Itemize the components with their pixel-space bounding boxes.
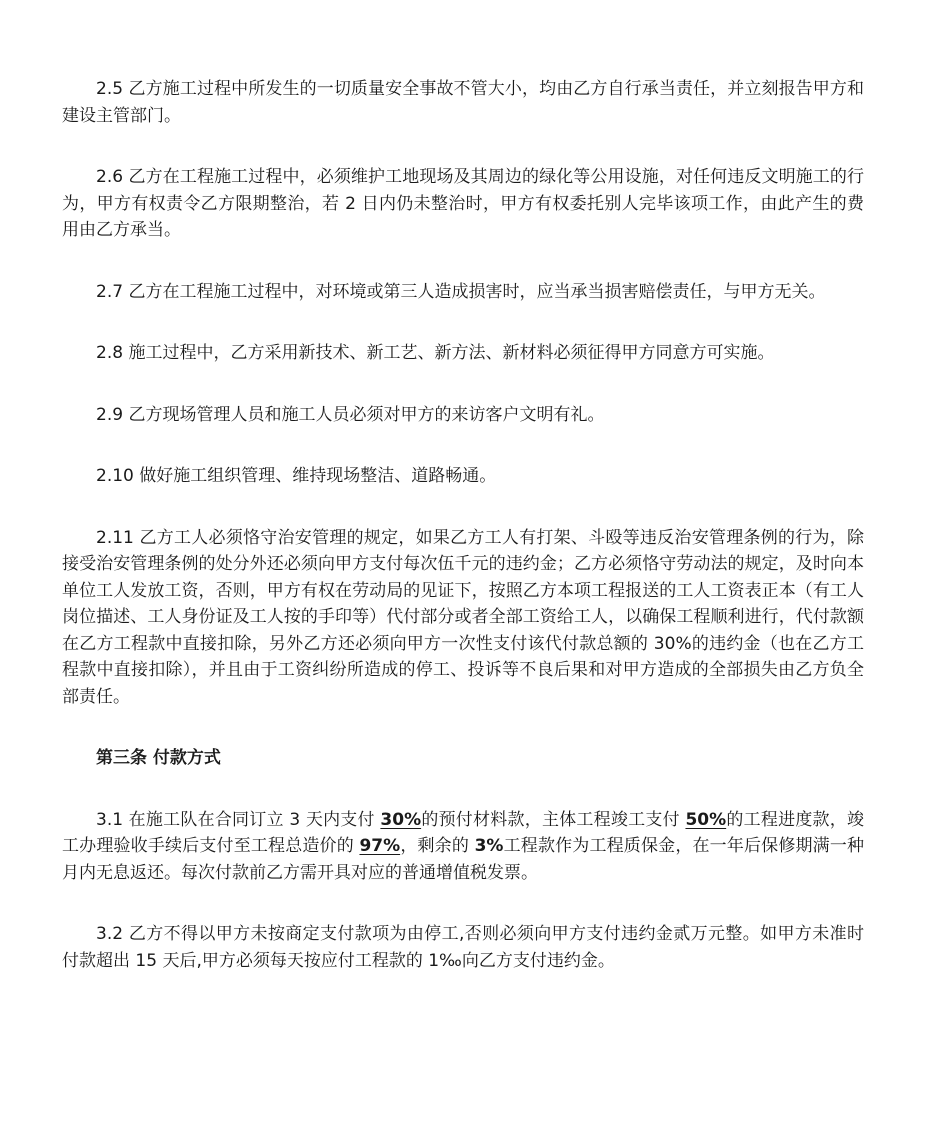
clause-3-1-text-5: 工程款作为工程质保金，在一年后保修期满一种月内无息返还。每次付款前乙方需开具对应的普通增值税发票。 bbox=[62, 836, 865, 883]
clause-2-7: 2.7 乙方在工程施工过程中，对环境或第三人造成损害时，应当承当损害赔偿责任，与甲方无关。 bbox=[96, 281, 826, 302]
percent-3: 3% bbox=[474, 836, 504, 856]
clause-3-1-text-2: 的预付材料款，主体工程竣工支付 bbox=[421, 809, 686, 830]
clause-3-1-text-4: ，剩余的 bbox=[400, 836, 475, 856]
percent-50: 50% bbox=[685, 809, 727, 830]
clause-3-1 bbox=[62, 807, 864, 887]
clause-2-5: 2.5 乙方施工过程中所发生的一切质量安全事故不管大小，均由乙方自行承当责任，并立刻报告甲方和建设主管部门。 bbox=[62, 79, 864, 126]
clause-3-2: 3.2 乙方不得以甲方未按商定支付款项为由停工,否则必须向甲方支付违约金贰万元整。如甲方未准时付款超出 15 天后,甲方必须每天按应付工程款的 1‰向乙方支付违约金。 bbox=[62, 924, 864, 971]
clause-3-1-text-1: 3.1 在施工队在合同订立 3 天内支付 bbox=[96, 809, 381, 830]
clause-3-1-text-3: 的工程进度款，竣工办理验收手续后支付至工程总造价的 bbox=[62, 809, 865, 856]
section-3-heading: 第三条 付款方式 bbox=[96, 748, 221, 768]
percent-97: 97% bbox=[359, 836, 401, 856]
clause-2-6: 2.6 乙方在工程施工过程中，必须维护工地现场及其周边的绿化等公用设施，对任何违反文明施工的行为，甲方有权责令乙方限期整治，若 2 日内仍未整治时，甲方有权委托别人完毕该项工作，由此产生的费用由乙方承当。 bbox=[62, 167, 864, 240]
clause-2-10: 2.10 做好施工组织管理、维持现场整洁、道路畅通。 bbox=[96, 466, 497, 486]
percent-30: 30% bbox=[380, 809, 422, 830]
clause-2-8: 2.8 施工过程中，乙方采用新技术、新工艺、新方法、新材料必须征得甲方同意方可实施。 bbox=[96, 343, 775, 363]
clause-2-11: 2.11 乙方工人必须恪守治安管理的规定，如果乙方工人有打架、斗殴等违反治安管理条例的行为，除接受治安管理条例的处分外还必须向甲方支付每次伍千元的违约金；乙方必须恪守劳动法的规定，及时向本单位工人发放工资，否则，甲方有权在劳动局的见证下，按照乙方本项工程报送的工人工资表正本（有工人岗位描述、工人身份证及工人按的手印等）代付部分或者全部工资给工人，以确保工程顺利进行，代付款额在乙方工程款中直接扣除，另外乙方还必须向甲方一次性支付该代付款总额的 30%的违约金（也在乙方工程款中直接扣除），并且由于工资纠纷所造成的停工、投诉等不良后果和对甲方造成的全部损失由乙方负全部责任。 bbox=[62, 527, 864, 707]
clause-2-9: 2.9 乙方现场管理人员和施工人员必须对甲方的来访客户文明有礼。 bbox=[96, 404, 605, 425]
